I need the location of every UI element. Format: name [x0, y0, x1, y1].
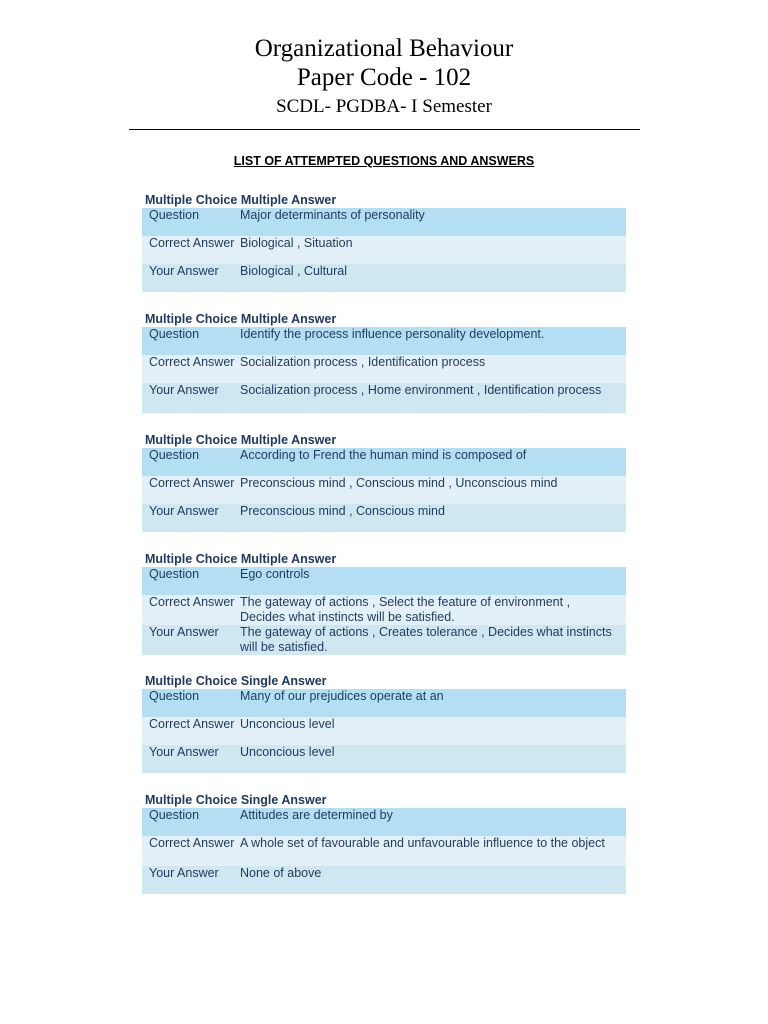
correct-answer-label: Correct Answer: [149, 595, 235, 609]
question-block-2: [142, 311, 626, 413]
question-row: [142, 808, 626, 836]
correct-answer-text: Preconscious mind , Conscious mind , Unconscious mind: [240, 476, 558, 490]
question-row: [142, 448, 626, 476]
your-answer-row: [142, 504, 626, 532]
question-row: [142, 689, 626, 717]
your-answer-text: The gateway of actions , Creates tolerance , Decides what instincts will be satisfied.: [240, 625, 612, 654]
correct-answer-text: The gateway of actions , Select the feature of environment , Decides what instincts will be satisfied.: [240, 595, 571, 624]
your-answer-text: Unconcious level: [240, 745, 335, 759]
your-answer-row: [142, 866, 626, 894]
correct-answer-text: Socialization process , Identification process: [240, 355, 486, 369]
correct-answer-text: Biological , Situation: [240, 236, 353, 250]
your-answer-row: [142, 383, 626, 413]
question-block-1: [142, 192, 626, 292]
question-label: Question: [149, 208, 200, 222]
question-row: [142, 327, 626, 355]
question-label: Question: [149, 448, 200, 462]
your-answer-text: Preconscious mind , Conscious mind: [240, 504, 445, 518]
block-type: Multiple Choice Multiple Answer: [145, 193, 337, 207]
document-header: [0, 34, 768, 119]
correct-answer-label: Correct Answer: [149, 717, 235, 731]
question-text: Ego controls: [240, 567, 310, 581]
paper-code: Paper Code - 102: [296, 64, 472, 91]
question-row: [142, 208, 626, 236]
question-row: [142, 567, 626, 595]
your-answer-text: Biological , Cultural: [240, 264, 347, 278]
block-type: Multiple Choice Single Answer: [145, 793, 327, 807]
your-answer-row: [142, 264, 626, 292]
correct-answer-row: [142, 717, 626, 745]
question-text: According to Frend the human mind is composed of: [240, 448, 527, 462]
your-answer-text: Socialization process , Home environment , Identification process: [240, 383, 602, 397]
correct-answer-text: A whole set of favourable and unfavourable influence to the object: [240, 836, 605, 850]
your-answer-label: Your Answer: [149, 504, 219, 518]
correct-answer-row: [142, 355, 626, 383]
your-answer-label: Your Answer: [149, 625, 219, 639]
question-block-3: [142, 432, 626, 532]
your-answer-label: Your Answer: [149, 866, 219, 880]
question-label: Question: [149, 689, 200, 703]
correct-answer-text: Unconcious level: [240, 717, 335, 731]
your-answer-row: [142, 625, 626, 655]
correct-answer-label: Correct Answer: [149, 836, 235, 850]
your-answer-label: Your Answer: [149, 383, 219, 397]
correct-answer-row: [142, 236, 626, 264]
correct-answer-label: Correct Answer: [149, 476, 235, 490]
question-text: Many of our prejudices operate at an: [240, 689, 444, 703]
semester-line: SCDL- PGDBA- I Semester: [276, 96, 492, 117]
question-label: Question: [149, 567, 200, 581]
list-heading: LIST OF ATTEMPTED QUESTIONS AND ANSWERS: [233, 154, 535, 168]
question-block-4: [142, 551, 626, 655]
question-block-6: [142, 792, 626, 894]
block-type: Multiple Choice Multiple Answer: [145, 312, 337, 326]
your-answer-row: [142, 745, 626, 773]
question-text: Attitudes are determined by: [240, 808, 393, 822]
correct-answer-row: [142, 476, 626, 504]
correct-answer-row: [142, 595, 626, 625]
correct-answer-row: [142, 836, 626, 866]
question-label: Question: [149, 808, 200, 822]
correct-answer-label: Correct Answer: [149, 355, 235, 369]
your-answer-label: Your Answer: [149, 745, 219, 759]
document-title: Organizational Behaviour: [254, 35, 514, 62]
question-label: Question: [149, 327, 200, 341]
your-answer-label: Your Answer: [149, 264, 219, 278]
header-divider: [129, 129, 640, 130]
question-block-5: [142, 673, 626, 773]
block-type: Multiple Choice Single Answer: [145, 674, 327, 688]
question-text: Major determinants of personality: [240, 208, 425, 222]
your-answer-text: None of above: [240, 866, 322, 880]
block-type: Multiple Choice Multiple Answer: [145, 433, 337, 447]
correct-answer-label: Correct Answer: [149, 236, 235, 250]
question-text: Identify the process influence personality development.: [240, 327, 545, 341]
block-type: Multiple Choice Multiple Answer: [145, 552, 337, 566]
